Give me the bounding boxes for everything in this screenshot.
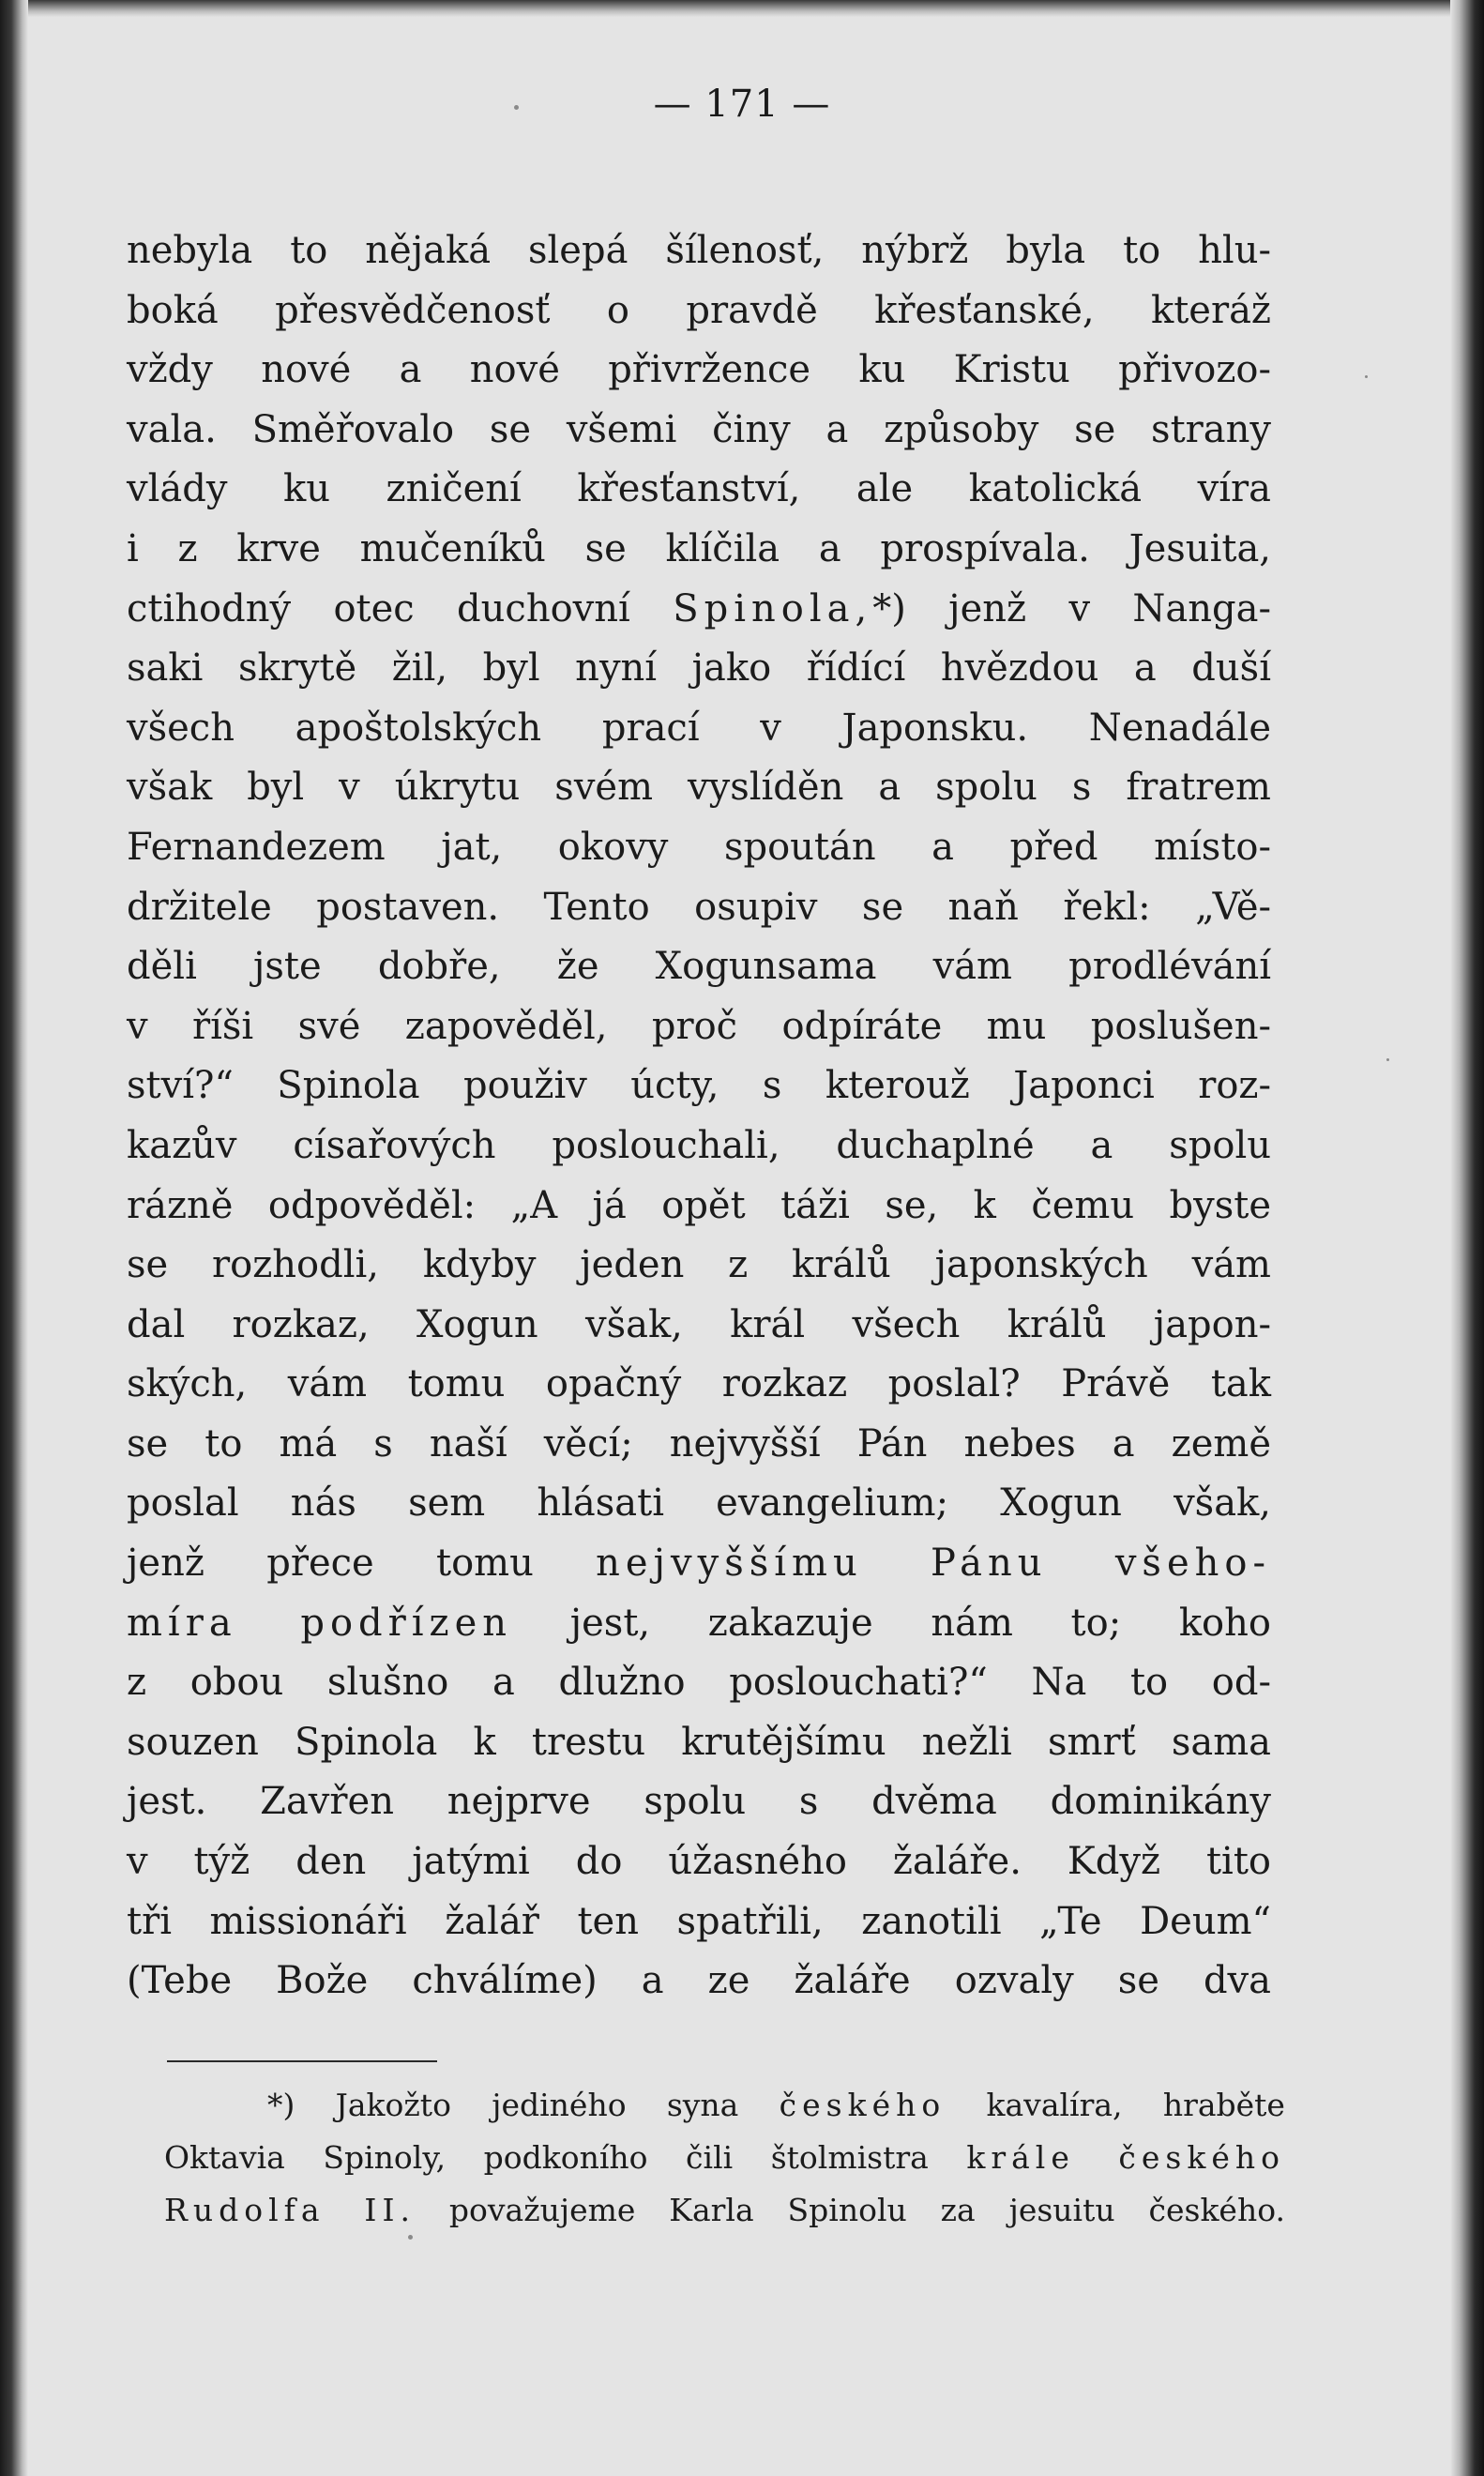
text-segment: kavalíra, hraběte	[986, 2087, 1285, 2123]
text-line: ství?“ Spinola použiv úcty, s kterouž Japonci roz-	[127, 1064, 1271, 1108]
footnote	[164, 2079, 1285, 2237]
text-line: držitele postaven. Tento osupiv se naň řekl: „Vě-	[127, 885, 1271, 929]
text-line: z obou slušno a dlužno poslouchati?“ Na to od-	[127, 1661, 1271, 1705]
page-top-shadow	[0, 0, 1484, 17]
text-line: rázně odpověděl: „A já opět táži se, k čemu byste	[127, 1183, 1271, 1227]
text-segment: ctihodný otec duchovní	[127, 586, 630, 630]
text-line: v říši své zapověděl, proč odpíráte mu poslušen-	[127, 1004, 1271, 1048]
emphasized-word: českého	[779, 2087, 946, 2123]
emphasized-name: Spinola,	[673, 586, 873, 630]
footnote-line	[164, 2184, 1285, 2237]
paper-speck	[1365, 375, 1368, 378]
paper-speck	[1386, 1058, 1389, 1061]
emphasized-name: Rudolfa II.	[164, 2192, 416, 2228]
text-segment: *) jenž v Nanga-	[872, 586, 1271, 630]
text-line	[127, 580, 1271, 640]
text-line: vždy nové a nové přivržence ku Kristu přivozo-	[127, 348, 1271, 392]
text-segment: *) Jakožto jediného syna	[267, 2087, 739, 2123]
text-line: saki skrytě žil, byl nyní jako řídící hvězdou a duší	[127, 646, 1271, 691]
text-line: děli jste dobře, že Xogunsama vám prodlévání	[127, 945, 1271, 989]
paper-speck	[514, 105, 519, 110]
footnote-divider	[167, 2060, 437, 2062]
text-line: souzen Spinola k trestu krutějšímu nežli smrť sama	[127, 1720, 1271, 1764]
footnote-line	[164, 2132, 1285, 2184]
text-line: v týž den jatými do úžasného žaláře. Když tito	[127, 1840, 1271, 1884]
text-line	[127, 1594, 1271, 1654]
text-line: kazův císařových poslouchali, duchaplné a spolu	[127, 1123, 1271, 1167]
text-segment: jenž přece tomu	[127, 1542, 534, 1586]
text-line: nebyla to nějaká slepá šílenosť, nýbrž byla to hlu-	[127, 229, 1271, 272]
text-line: však byl v úkrytu svém vyslíděn a spolu s fratrem	[127, 766, 1271, 810]
text-line	[127, 1534, 1271, 1594]
text-line: všech apoštolských prací v Japonsku. Nenadále	[127, 706, 1271, 750]
body-text	[127, 221, 1271, 2012]
text-line: se rozhodli, kdyby jeden z králů japonských vám	[127, 1243, 1271, 1287]
text-line: vala. Směřovalo se všemi činy a způsoby se strany	[127, 407, 1271, 451]
text-segment: považujeme Karla Spinolu za jesuitu českého.	[448, 2192, 1285, 2228]
emphasized-phrase: krále českého	[966, 2139, 1285, 2176]
text-line: Fernandezem jat, okovy spoután a před místo-	[127, 825, 1271, 869]
text-line: poslal nás sem hlásati evangelium; Xogun však,	[127, 1481, 1271, 1526]
footnote-line	[164, 2079, 1285, 2132]
text-line: jest. Zavřen nejprve spolu s dvěma dominikány	[127, 1780, 1271, 1824]
emphasized-phrase: nejvyššímu Pánu všeho-	[596, 1542, 1271, 1586]
paper-speck	[408, 2235, 413, 2240]
text-line: ských, vám tomu opačný rozkaz poslal? Právě tak	[127, 1362, 1271, 1406]
text-line: vlády ku zničení křesťanství, ale katolická víra	[127, 467, 1271, 511]
text-line: se to má s naší věcí; nejvyšší Pán nebes a země	[127, 1421, 1271, 1466]
text-line: tři missionáři žalář ten spatřili, zanotili „Te Deum“	[127, 1899, 1271, 1943]
page-number: — 171 —	[653, 83, 831, 126]
text-line: i z krve mučeníků se klíčila a prospívala. Jesuita,	[127, 526, 1271, 570]
text-line: dal rozkaz, Xogun však, král všech králů japon-	[127, 1302, 1271, 1346]
text-segment: Oktavia Spinoly, podkoního čili štolmistra	[164, 2139, 929, 2176]
text-line: boká přesvědčenosť o pravdě křesťanské, kteráž	[127, 288, 1271, 332]
page-right-shadow	[1450, 0, 1484, 2476]
emphasized-phrase: míra podřízen	[127, 1601, 513, 1645]
text-segment: jest, zakazuje nám to; koho	[569, 1601, 1271, 1645]
text-line: (Tebe Bože chválíme) a ze žaláře ozvaly se dva	[127, 1959, 1271, 2003]
page-left-shadow	[0, 0, 28, 2476]
